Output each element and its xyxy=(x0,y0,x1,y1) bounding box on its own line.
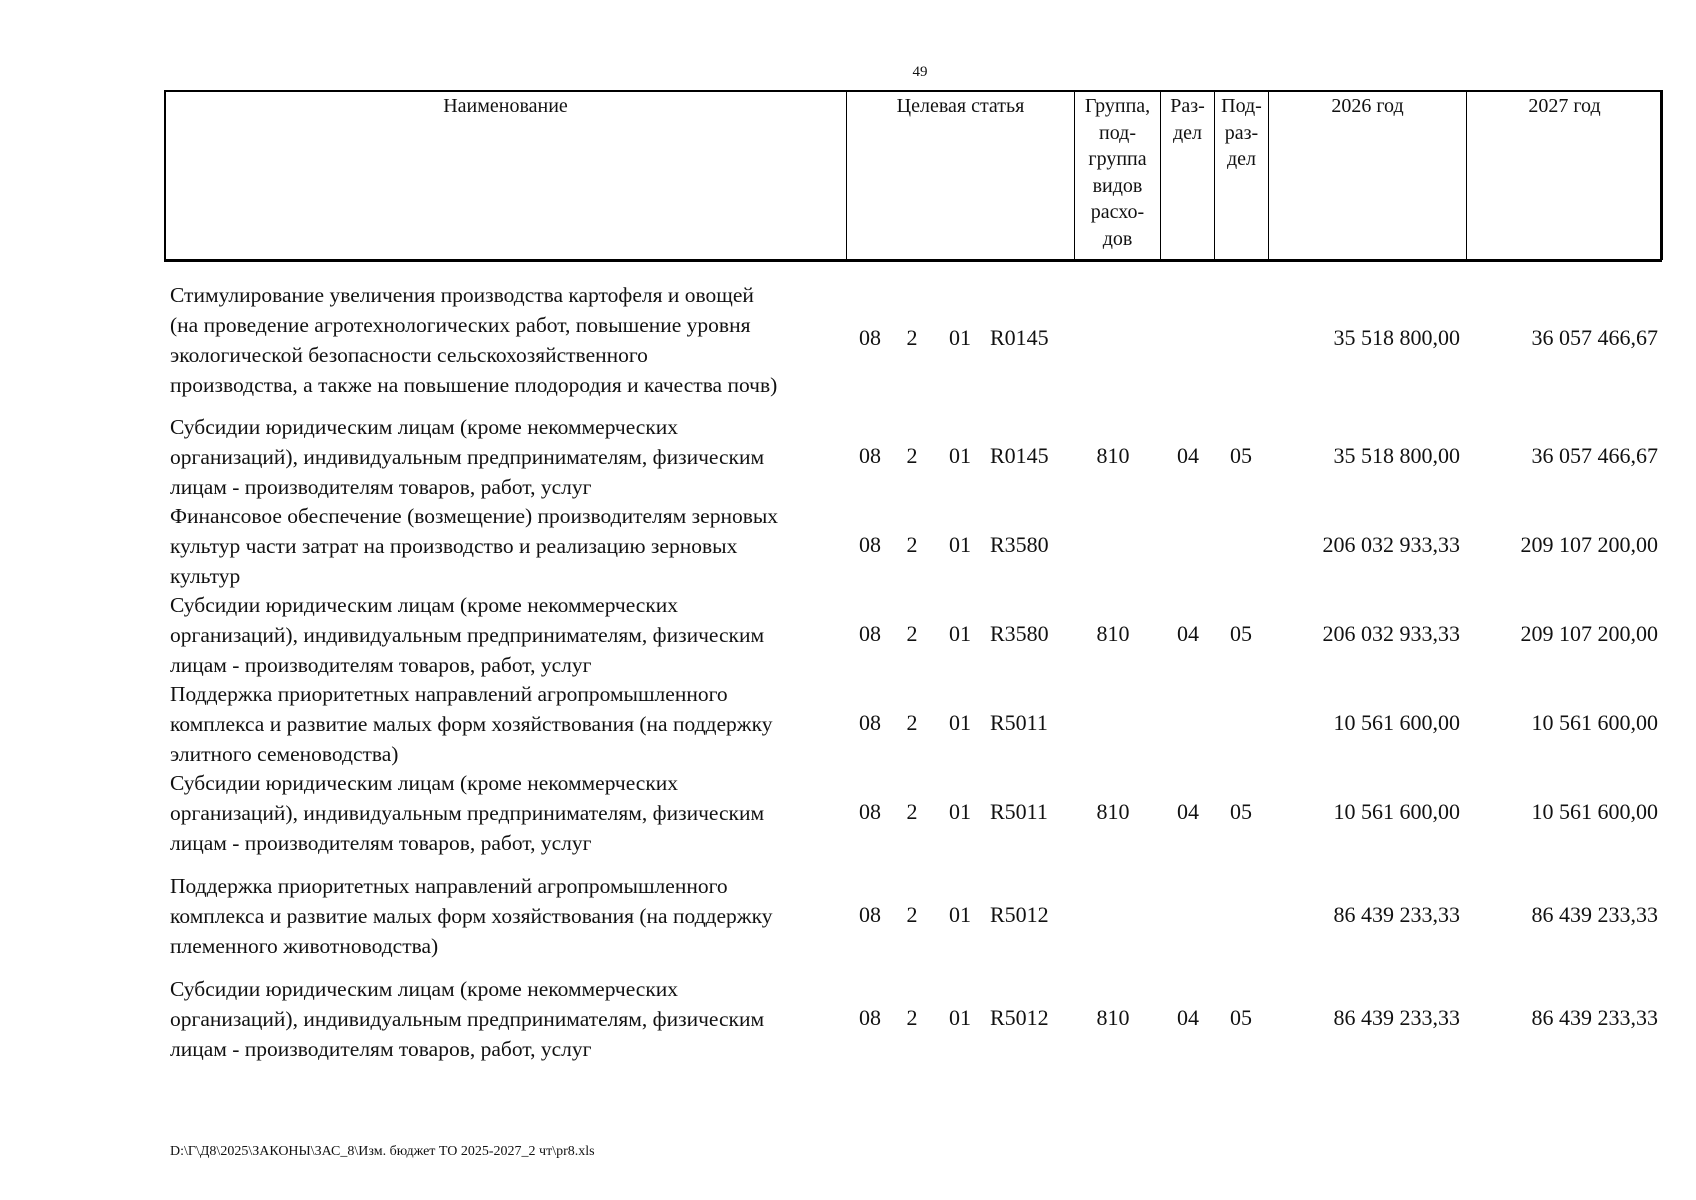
header-subsection: Под- раз- дел xyxy=(1215,91,1269,260)
cell-section: 04 xyxy=(1177,1005,1199,1030)
row-name: Поддержка приоритетных направлений агропромышленного комплекса и развитие малых форм хозяйствования (на поддержку племенного животноводства) xyxy=(170,874,773,958)
cell-main-event: 01 xyxy=(949,621,971,646)
page-number: 49 xyxy=(912,64,928,80)
row-name: Субсидии юридическим лицам (кроме некоммерческих организаций), индивидуальным предпринимателям, физическим лицам - производителям товаров, работ, услуг xyxy=(170,977,765,1061)
cell-2027: 36 057 466,67 xyxy=(1531,325,1658,350)
cell-2026: 10 561 600,00 xyxy=(1333,710,1460,735)
cell-subprogram: 2 xyxy=(906,902,918,927)
cell-group: 810 xyxy=(1096,443,1130,468)
cell-group: 810 xyxy=(1096,799,1130,824)
cell-program: 08 xyxy=(859,799,881,824)
header-name: Наименование xyxy=(165,91,847,260)
row-name: Субсидии юридическим лицам (кроме некоммерческих организаций), индивидуальным предпринимателям, физическим лицам - производителям товаров, работ, услуг xyxy=(170,771,765,855)
header-section: Раз- дел xyxy=(1161,91,1215,260)
row-name: Субсидии юридическим лицам (кроме некоммерческих организаций), индивидуальным предпринимателям, физическим лицам - производителям товаров, работ, услуг xyxy=(170,593,765,677)
cell-2026: 206 032 933,33 xyxy=(1322,532,1460,557)
cell-main-event: 01 xyxy=(949,532,971,557)
header-year-2027: 2027 год xyxy=(1467,91,1663,260)
cell-2027: 86 439 233,33 xyxy=(1531,902,1658,927)
cell-direction: R0145 xyxy=(990,443,1049,468)
cell-main-event: 01 xyxy=(949,443,971,468)
cell-subsection: 05 xyxy=(1230,1005,1252,1030)
row-name: Поддержка приоритетных направлений агропромышленного комплекса и развитие малых форм хозяйствования (на поддержку элитного семеноводства) xyxy=(170,682,773,766)
cell-direction: R0145 xyxy=(990,325,1049,350)
cell-direction: R5011 xyxy=(990,710,1048,735)
cell-2027: 209 107 200,00 xyxy=(1520,621,1658,646)
cell-subsection: 05 xyxy=(1230,621,1252,646)
cell-subprogram: 2 xyxy=(906,325,918,350)
cell-2026: 35 518 800,00 xyxy=(1333,325,1460,350)
cell-direction: R5012 xyxy=(990,902,1049,927)
cell-main-event: 01 xyxy=(949,799,971,824)
cell-group: 810 xyxy=(1096,621,1130,646)
cell-program: 08 xyxy=(859,1005,881,1030)
cell-2027: 86 439 233,33 xyxy=(1531,1005,1658,1030)
cell-2026: 35 518 800,00 xyxy=(1333,443,1460,468)
row-name: Финансовое обеспечение (возмещение) производителям зерновых культур части затрат на производство и реализацию зерновых культур xyxy=(170,504,779,588)
cell-section: 04 xyxy=(1177,443,1199,468)
cell-2027: 209 107 200,00 xyxy=(1520,532,1658,557)
cell-direction: R5012 xyxy=(990,1005,1049,1030)
cell-2027: 10 561 600,00 xyxy=(1531,799,1658,824)
cell-program: 08 xyxy=(859,621,881,646)
cell-main-event: 01 xyxy=(949,710,971,735)
cell-2026: 86 439 233,33 xyxy=(1333,902,1460,927)
row-name: Субсидии юридическим лицам (кроме некоммерческих организаций), индивидуальным предпринимателям, физическим лицам - производителям товаров, работ, услуг xyxy=(170,415,765,499)
cell-program: 08 xyxy=(859,532,881,557)
cell-program: 08 xyxy=(859,710,881,735)
cell-direction: R3580 xyxy=(990,621,1049,646)
cell-group: 810 xyxy=(1096,1005,1130,1030)
cell-subprogram: 2 xyxy=(906,799,918,824)
row-name: Стимулирование увеличения производства картофеля и овощей (на проведение агротехнологических работ, повышение уровня экологической безопасности сельскохозяйственного производства, а также на повышение плодородия и качества почв) xyxy=(170,283,778,397)
cell-subprogram: 2 xyxy=(906,710,918,735)
cell-direction: R3580 xyxy=(990,532,1049,557)
cell-subprogram: 2 xyxy=(906,532,918,557)
cell-section: 04 xyxy=(1177,799,1199,824)
header-group: Группа, под- группа видов расхо- дов xyxy=(1075,91,1161,260)
cell-program: 08 xyxy=(859,443,881,468)
cell-subprogram: 2 xyxy=(906,1005,918,1030)
cell-section: 04 xyxy=(1177,621,1199,646)
cell-2026: 86 439 233,33 xyxy=(1333,1005,1460,1030)
cell-2027: 36 057 466,67 xyxy=(1531,443,1658,468)
cell-subprogram: 2 xyxy=(906,443,918,468)
cell-2027: 10 561 600,00 xyxy=(1531,710,1658,735)
cell-main-event: 01 xyxy=(949,325,971,350)
cell-main-event: 01 xyxy=(949,1005,971,1030)
cell-main-event: 01 xyxy=(949,902,971,927)
cell-subsection: 05 xyxy=(1230,443,1252,468)
header-target-article: Целевая статья xyxy=(847,91,1075,260)
cell-2026: 10 561 600,00 xyxy=(1333,799,1460,824)
cell-2026: 206 032 933,33 xyxy=(1322,621,1460,646)
header-year-2026: 2026 год xyxy=(1269,91,1467,260)
cell-program: 08 xyxy=(859,325,881,350)
file-path-footer: D:\Г\Д8\2025\ЗАКОНЫ\ЗАС_8\Изм. бюджет ТО 2025-2027_2 чт\pr8.xls xyxy=(170,1144,595,1159)
cell-program: 08 xyxy=(859,902,881,927)
cell-subsection: 05 xyxy=(1230,799,1252,824)
cell-subprogram: 2 xyxy=(906,621,918,646)
cell-direction: R5011 xyxy=(990,799,1048,824)
